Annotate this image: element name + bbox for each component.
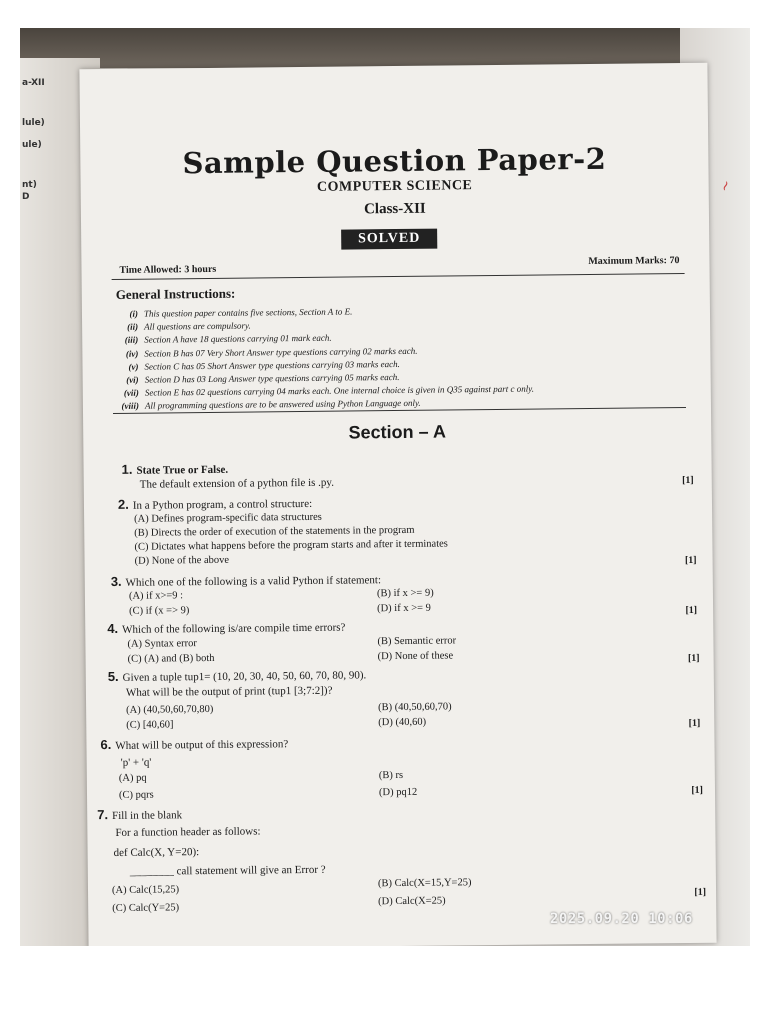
instruction-item: (ii) All questions are compulsory. <box>127 320 251 333</box>
option: (B) rs <box>378 769 404 782</box>
option: (D) if x >= 9 <box>377 602 431 615</box>
option: (C) if (x => 9) <box>129 605 190 617</box>
option: (B) Semantic error <box>377 635 457 648</box>
option: (C) pqrs <box>118 789 154 801</box>
question-5: 5. Given a tuple tup1= (10, 20, 30, 40, 50, 60, 70, 80, 90). <box>107 668 367 685</box>
photo-timestamp: 2025.09.20 10:06 <box>550 911 693 927</box>
marks-label: [1] <box>694 886 707 898</box>
option: (D) None of the above <box>134 554 230 567</box>
question-paper <box>79 63 716 946</box>
question-7-line2: For a function header as follows: <box>115 825 261 839</box>
photo-background <box>20 28 750 946</box>
paper-subject: COMPUTER SCIENCE <box>316 178 473 195</box>
option: (A) Calc(15,25) <box>111 884 180 897</box>
left-page-fragment: ule) <box>22 140 42 150</box>
maximum-marks: Maximum Marks: 70 <box>588 255 680 267</box>
option: (C) Calc(Y=25) <box>112 902 180 915</box>
red-pen-scrawl: ~ <box>716 177 736 195</box>
left-page-fragment: lule) <box>22 118 45 128</box>
question-7: 7. Fill in the blank <box>97 807 183 823</box>
option: (A) pq <box>118 772 147 784</box>
question-1: 1. State True or False. <box>121 461 229 477</box>
left-page-fragment: D <box>22 192 30 202</box>
left-page-fragment: nt) <box>22 180 37 190</box>
option: (A) Syntax error <box>127 638 197 650</box>
paper-class: Class-XII <box>363 200 426 218</box>
option: (C) (A) and (B) both <box>127 652 215 665</box>
option: (A) if x>=9 : <box>128 590 184 602</box>
option: (A) Defines program-specific data structures <box>134 511 322 525</box>
instruction-item: (iii) Section A have 18 questions carrying 01 mark each. <box>124 333 332 346</box>
question-5-line2: What will be the output of print (tup1 [3;7:2])? <box>125 684 333 699</box>
option: (D) None of these <box>377 650 454 663</box>
paper-title: Sample Question Paper-2 <box>182 141 607 181</box>
option: (A) (40,50,60,70,80) <box>126 703 214 716</box>
question-1-statement: The default extension of a python file is .py. <box>139 476 335 491</box>
question-2: 2. In a Python program, a control structure: <box>117 496 313 512</box>
instruction-item: (vii) Section E has 02 questions carrying 04 marks each. One internal choice is given in Q35 against part c only. <box>123 383 535 398</box>
question-6: 6. What will be output of this expression? <box>100 737 289 753</box>
instructions-title: General Instructions: <box>115 285 236 302</box>
marks-label: [1] <box>684 554 697 566</box>
marks-label: [1] <box>685 604 698 616</box>
marks-label: [1] <box>687 652 700 664</box>
instruction-item: (v) Section C has 05 Short Answer type questions carrying 03 marks each. <box>128 358 400 372</box>
desk-surface <box>20 28 750 68</box>
marks-label: [1] <box>688 717 701 729</box>
marks-label: [1] <box>682 474 694 487</box>
option: (B) Directs the order of execution of the statements in the program <box>134 524 415 539</box>
solved-badge: SOLVED <box>341 229 437 250</box>
option: (D) Calc(X=25) <box>378 895 446 908</box>
option: (D) (40,60) <box>378 716 427 729</box>
instruction-item: (iv) Section B has 07 Very Short Answer type questions carrying 02 marks each. <box>125 345 418 359</box>
instructions-list <box>106 303 667 414</box>
question-7-code: def Calc(X, Y=20): <box>113 846 200 859</box>
question-6-expression: 'p' + 'q' <box>120 756 152 769</box>
section-title: Section – A <box>348 421 446 443</box>
instruction-item: (viii) All programming questions are to be answered using Python Language only. <box>121 398 421 412</box>
option: (C) Dictates what happens before the program starts and after it terminates <box>134 538 448 553</box>
option: (B) (40,50,60,70) <box>378 701 452 714</box>
time-allowed: Time Allowed: 3 hours <box>119 263 217 276</box>
option: (D) pq12 <box>378 786 418 799</box>
question-7-blank: ________ call statement will give an Error ? <box>129 863 326 878</box>
instruction-item: (i) This question paper contains five sections, Section A to E. <box>129 306 353 319</box>
option: (B) Calc(X=15,Y=25) <box>377 877 472 890</box>
option: (C) [40,60] <box>126 719 174 731</box>
question-3: 3. Which one of the following is a valid Python if statement: <box>110 573 382 590</box>
instruction-item: (vi) Section D has 03 Long Answer type questions carrying 05 marks each. <box>126 371 400 385</box>
question-4: 4. Which of the following is/are compile time errors? <box>107 620 346 637</box>
marks-label: [1] <box>691 784 704 796</box>
option: (B) if x >= 9) <box>376 587 434 600</box>
left-page-fragment: a-XII <box>22 78 45 88</box>
